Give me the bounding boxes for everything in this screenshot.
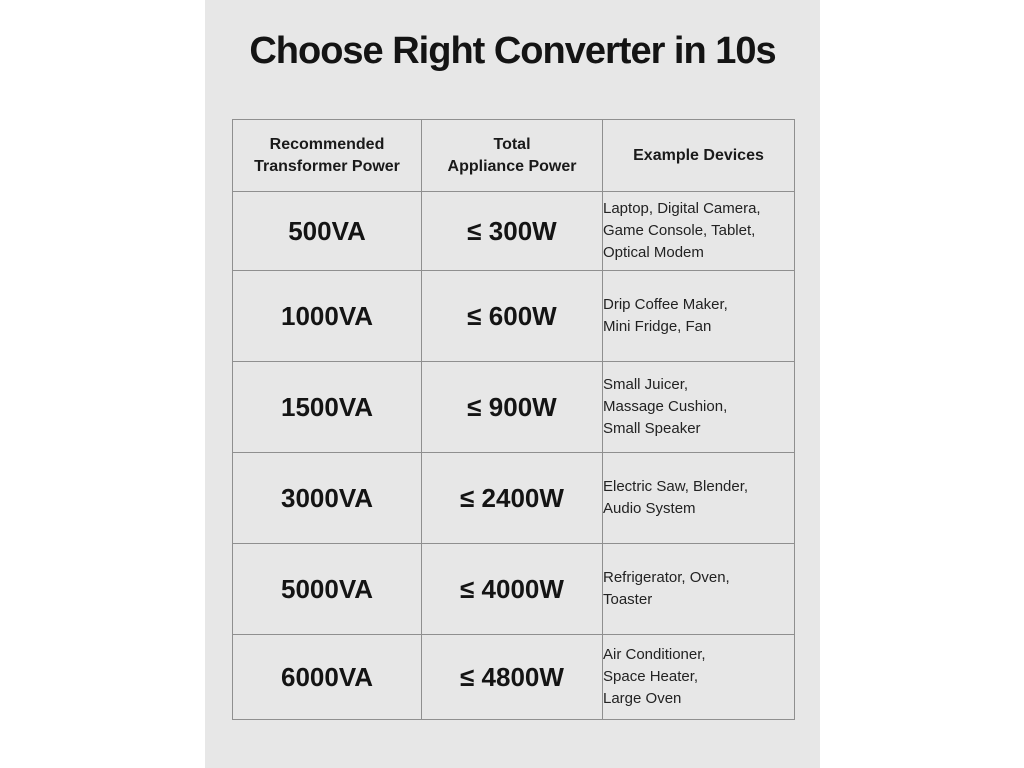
appliance-power-cell: ≤ 600W [422, 271, 603, 362]
appliance-power-cell: ≤ 2400W [422, 453, 603, 544]
table-row [233, 544, 795, 635]
device-line: Small Juicer, [603, 376, 689, 393]
example-devices-cell [603, 635, 795, 720]
table-row [233, 192, 795, 271]
example-devices-cell [603, 362, 795, 453]
header-line: Recommended [269, 135, 385, 153]
example-devices-cell [603, 544, 795, 635]
device-line: Air Conditioner, [603, 646, 706, 663]
converter-table [232, 119, 795, 720]
header-line: Appliance Power [447, 157, 577, 175]
example-devices-cell [603, 192, 795, 271]
header-line: Transformer Power [254, 157, 400, 175]
page-title: Choose Right Converter in 10s [249, 30, 776, 72]
transformer-power-cell: 1500VA [233, 362, 422, 453]
header-line: Example Devices [633, 146, 764, 164]
header-row [233, 120, 795, 192]
example-devices-cell [603, 271, 795, 362]
device-line: Game Console, Tablet, [603, 222, 756, 239]
device-line: Electric Saw, Blender, [603, 478, 749, 495]
transformer-power-cell: 500VA [233, 192, 422, 271]
content-panel [205, 0, 820, 768]
transformer-power-cell: 5000VA [233, 544, 422, 635]
appliance-power-cell: ≤ 900W [422, 362, 603, 453]
device-line: Small Speaker [603, 420, 701, 437]
device-line: Audio System [603, 500, 696, 517]
device-line: Large Oven [603, 690, 682, 707]
device-line: Optical Modem [603, 244, 704, 261]
example-devices-cell [603, 453, 795, 544]
device-line: Massage Cushion, [603, 398, 728, 415]
table-row [233, 362, 795, 453]
table-row [233, 453, 795, 544]
appliance-power-cell: ≤ 4800W [422, 635, 603, 720]
device-line: Space Heater, [603, 668, 699, 685]
device-line: Laptop, Digital Camera, [603, 200, 761, 217]
device-line: Mini Fridge, Fan [603, 318, 712, 335]
device-line: Refrigerator, Oven, [603, 569, 730, 586]
appliance-power-cell: ≤ 300W [422, 192, 603, 271]
header-transformer-power [233, 120, 422, 192]
appliance-power-cell: ≤ 4000W [422, 544, 603, 635]
header-example-devices [603, 120, 795, 192]
device-line: Toaster [603, 591, 653, 608]
transformer-power-cell: 3000VA [233, 453, 422, 544]
header-appliance-power [422, 120, 603, 192]
table-row [233, 635, 795, 720]
table-row [233, 271, 795, 362]
header-line: Total [493, 135, 531, 153]
transformer-power-cell: 1000VA [233, 271, 422, 362]
device-line: Drip Coffee Maker, [603, 296, 728, 313]
transformer-power-cell: 6000VA [233, 635, 422, 720]
